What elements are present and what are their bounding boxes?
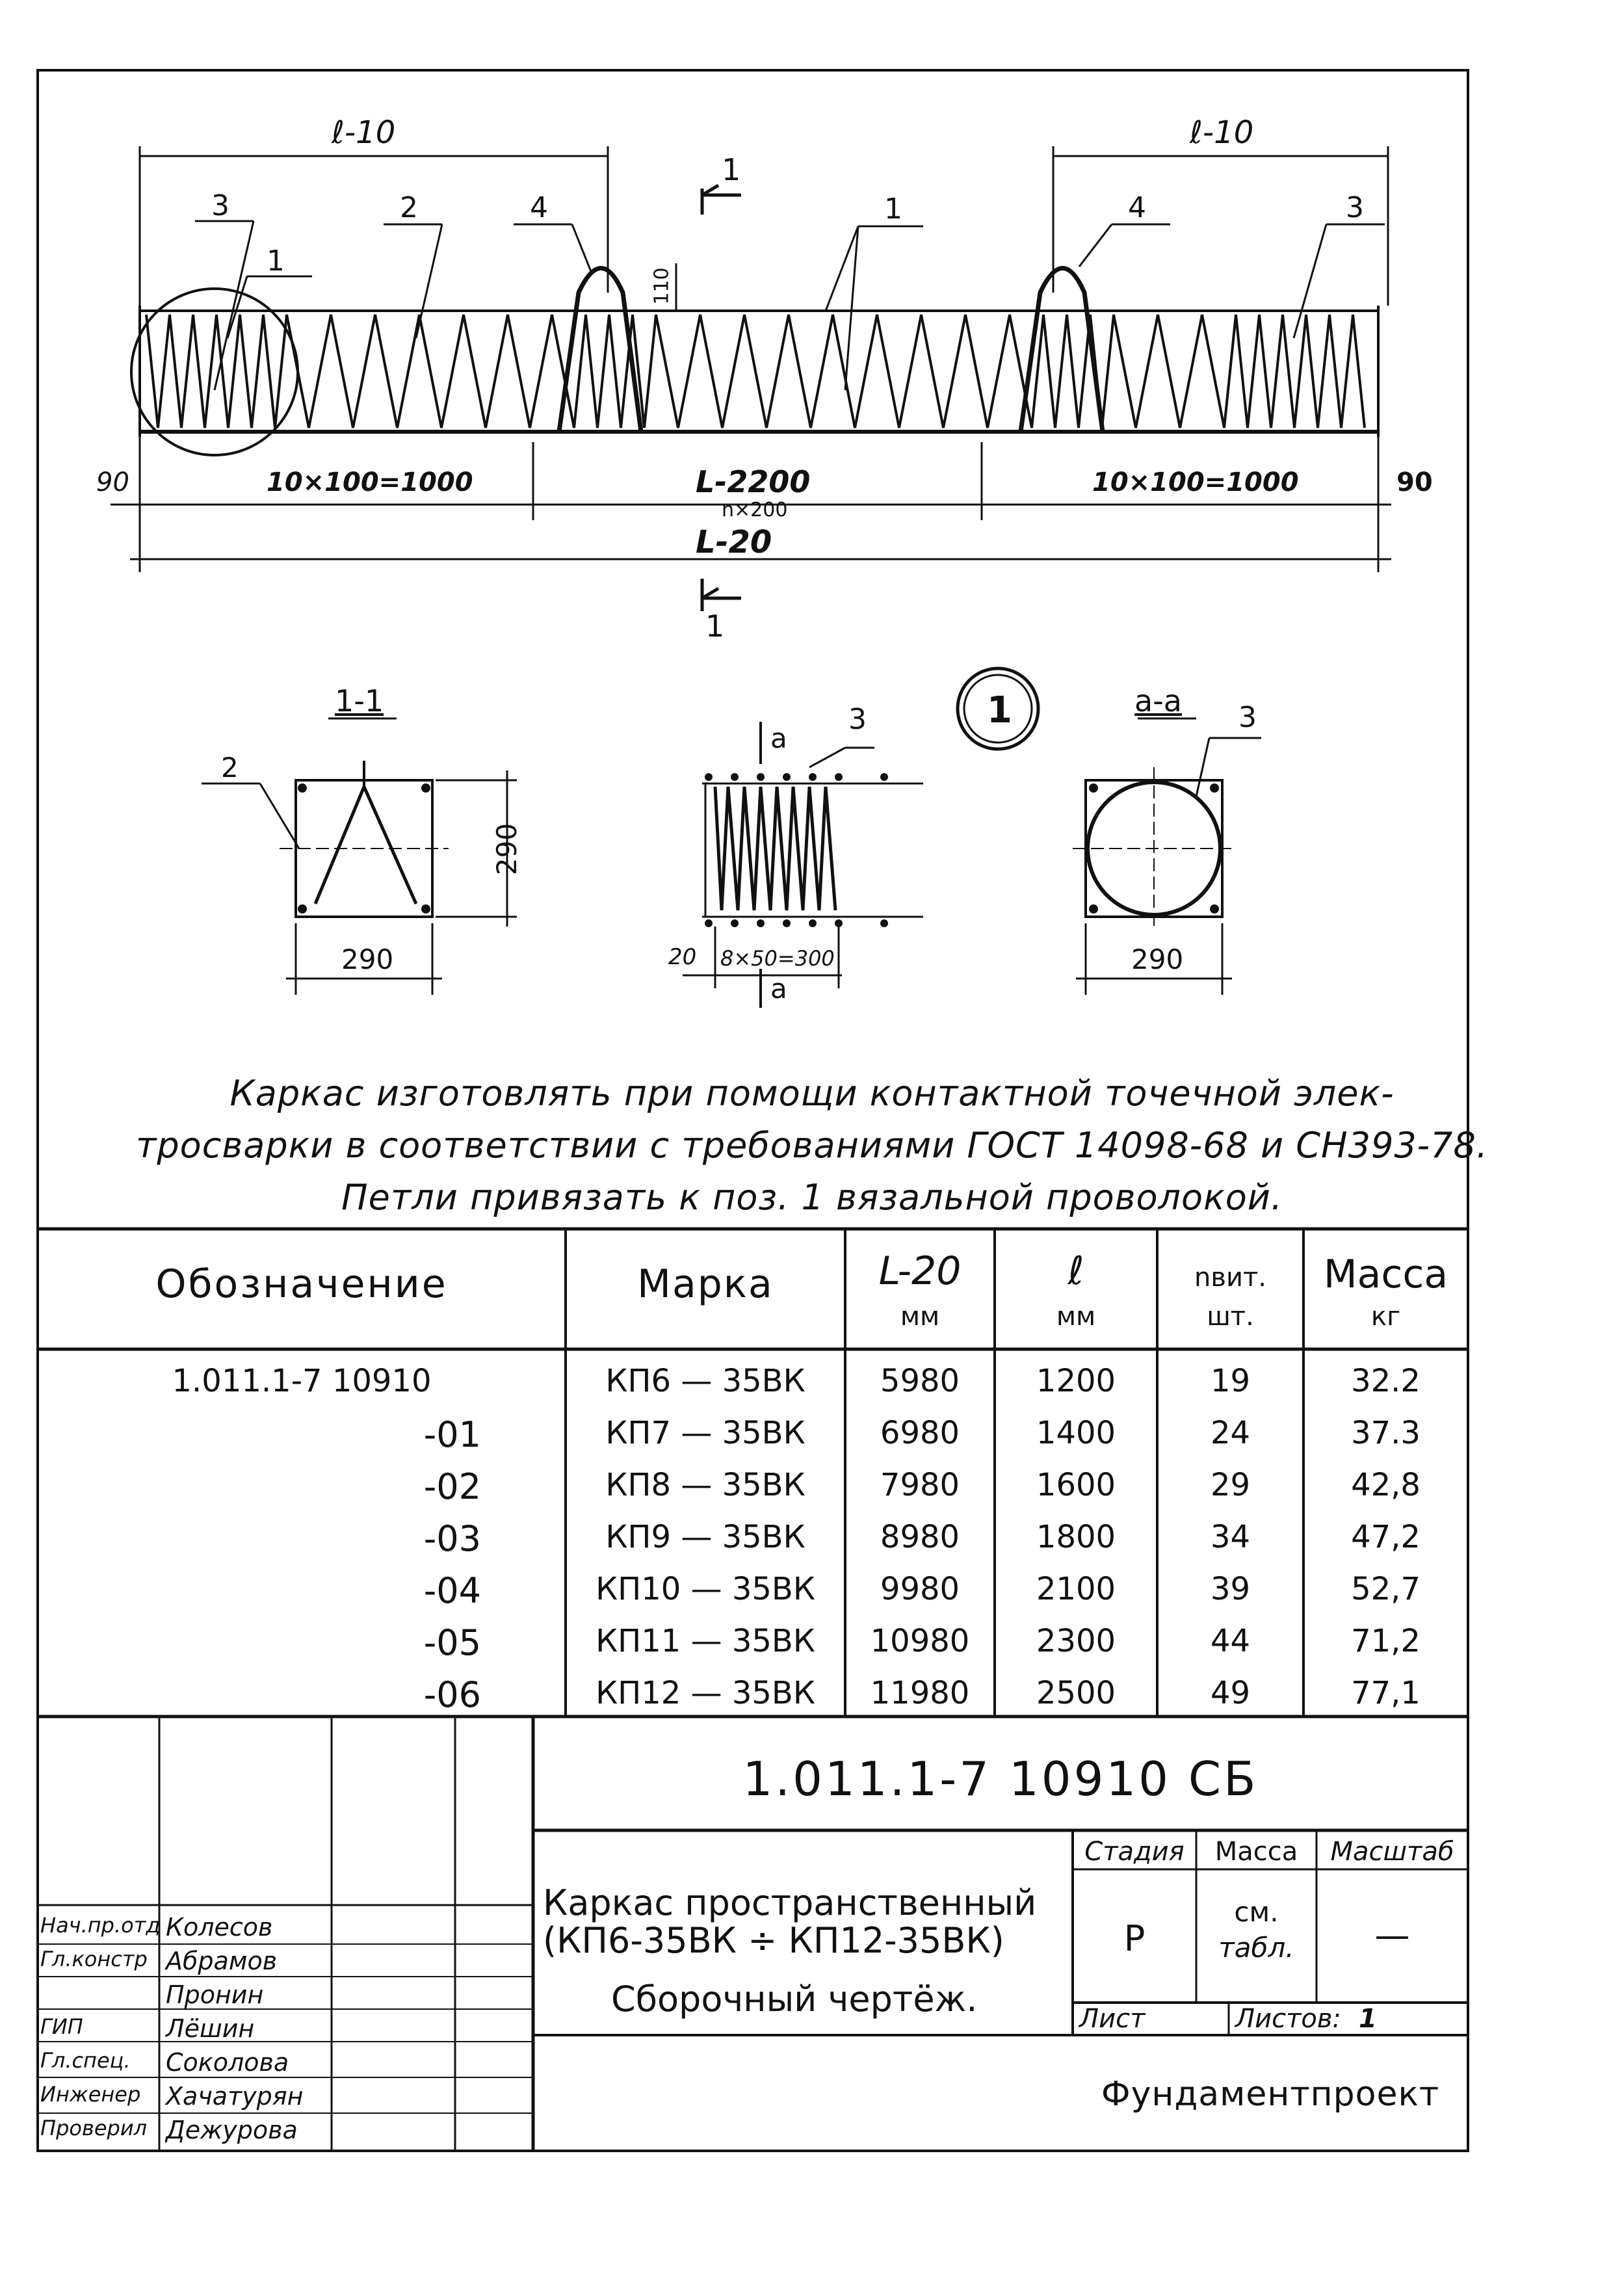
section-mark-bottom: 1 [705,609,725,644]
table-cell-ell: 2300 [1036,1623,1116,1659]
section-1-1-width: 290 [341,943,394,975]
header-ell-unit: мм [1056,1302,1096,1332]
table-cell-turns: 29 [1210,1467,1251,1503]
callout-3-left: 3 [211,189,229,222]
doc-code: 1.011.1-7 10910 СБ [742,1752,1259,1806]
table-cell-mark: КП9 — 35ВК [605,1519,805,1555]
view-aa-callout: 3 [1238,701,1257,734]
table-cell-designation: -04 [423,1570,481,1611]
callout-2: 2 [400,191,418,224]
signature-role: Проверил [40,2116,148,2140]
table-cell-mark: КП7 — 35ВК [605,1415,805,1451]
table-cell-designation: 1.011.1-7 10910 [172,1363,432,1399]
signature-role: Гл.констр [40,1947,148,1971]
table-cell-designation: -01 [423,1414,481,1455]
signature-name: Дежурова [166,2116,298,2144]
table-cell-length: 11980 [870,1675,970,1711]
table-cell-designation: -05 [423,1622,481,1663]
detail-label: 1 [987,689,1012,731]
note-line-3: Петли привязать к поз. 1 вязальной проволокой. [341,1177,1283,1218]
dim-110: 110 [650,267,674,305]
title-line-1: Каркас пространственный [543,1882,1037,1923]
table-cell-length: 5980 [880,1363,960,1399]
dim-l10-left: ℓ-10 [332,114,396,151]
signature-role: Гл.спец. [40,2048,131,2073]
signature-name: Абрамов [166,1947,278,1975]
table-cell-ell: 1400 [1036,1415,1116,1451]
section-1-1-title: 1-1 [335,683,384,718]
table-cell-length: 9980 [880,1571,960,1607]
stage-label: Стадия [1084,1837,1185,1867]
table-cell-designation: -06 [423,1674,481,1715]
table-cell-designation: -03 [423,1518,481,1559]
header-mass: Масса [1323,1252,1448,1297]
dim-middle-segment: L-2200 [696,464,811,499]
table-cell-length: 8980 [880,1519,960,1555]
sheets-label: Листов: [1235,2004,1341,2034]
title-line-2: (КП6-35ВК ÷ КП12-35ВК) [543,1920,1004,1961]
dim-right-segment: 10×100=1000 [1092,467,1299,497]
detail-dim-20: 20 [668,944,697,970]
table-cell-mass: 42,8 [1351,1467,1421,1503]
table-cell-ell: 1800 [1036,1519,1116,1555]
signature-role: Нач.пр.отд [40,1913,161,1938]
table-cell-mass: 52,7 [1351,1571,1421,1607]
table-cell-turns: 19 [1210,1363,1251,1399]
table-cell-ell: 1600 [1036,1467,1116,1503]
detail-mark-a-bottom: a [770,973,787,1005]
signature-name: Лёшин [166,2014,255,2043]
signature-role: ГИП [40,2014,83,2039]
callout-1-mid: 1 [267,244,285,278]
signature-name: Пронин [166,1981,264,2009]
mass-value-2: табл. [1218,1932,1294,1964]
table-cell-designation: -02 [423,1466,481,1507]
view-aa-title: a-a [1134,683,1182,718]
section-1-1-spiral [315,787,416,904]
scale-value: — [1374,1915,1410,1956]
table-cell-turns: 34 [1210,1519,1251,1555]
table-cell-mark: КП6 — 35ВК [605,1363,805,1399]
detail-callout: 3 [848,703,867,736]
dim-middle-sub: n×200 [722,499,788,521]
table-cell-turns: 24 [1210,1415,1251,1451]
header-length: L-20 [878,1248,962,1294]
sheets-value: 1 [1359,2004,1377,2034]
organization: Фундаментпроект [1101,2075,1440,2114]
section-mark-top: 1 [722,152,741,187]
title-line-3: Сборочный чертёж. [611,1979,978,2020]
table-cell-length: 7980 [880,1467,960,1503]
signature-role: Инженер [40,2082,141,2107]
dim-l10-right: ℓ-10 [1190,114,1254,151]
view-aa-width: 290 [1131,943,1184,975]
table-cell-mark: КП11 — 35ВК [596,1623,815,1659]
table-cell-mass: 32.2 [1351,1363,1421,1399]
table-cell-length: 10980 [870,1623,970,1659]
callout-4-left: 4 [530,191,548,224]
scale-label: Масштаб [1330,1837,1454,1867]
dim-90-right: 90 [1396,467,1433,497]
section-1-1-height: 290 [491,823,523,876]
table-cell-length: 6980 [880,1415,960,1451]
callout-4-right: 4 [1128,191,1146,224]
table-cell-turns: 44 [1210,1623,1251,1659]
table-cell-ell: 2500 [1036,1675,1116,1711]
header-turns: nвит. [1194,1263,1266,1293]
callout-3-right: 3 [1346,191,1364,224]
table-cell-mass: 77,1 [1351,1675,1421,1711]
note-line-2: тросварки в соответствии с требованиями ГОСТ 14098-68 и СН393-78. [135,1125,1489,1166]
header-mass-unit: кг [1370,1302,1401,1332]
dim-left-segment: 10×100=1000 [267,467,473,497]
header-length-unit: мм [900,1302,940,1332]
stage-value: Р [1123,1918,1146,1959]
spiral-winding [146,315,1365,428]
note-line-1: Каркас изготовлять при помощи контактной точечной элек- [229,1073,1395,1114]
mass-value-1: см. [1234,1896,1279,1928]
signature-name: Колесов [166,1913,273,1941]
table-cell-turns: 49 [1210,1675,1251,1711]
header-ell: ℓ [1067,1248,1084,1294]
table-cell-mark: КП10 — 35ВК [596,1571,815,1607]
table-cell-mark: КП12 — 35ВК [596,1675,815,1711]
table-cell-mark: КП8 — 35ВК [605,1467,805,1503]
detail-dim-spacing: 8×50=300 [720,946,835,971]
table-cell-mass: 47,2 [1351,1519,1421,1555]
table-cell-mass: 71,2 [1351,1623,1421,1659]
table-cell-ell: 1200 [1036,1363,1116,1399]
dim-90-left: 90 [96,467,129,497]
section-1-1-callout: 2 [221,752,239,783]
sheet-label: Лист [1079,2004,1146,2034]
header-turns-unit: шт. [1207,1302,1254,1332]
detail-mark-a-top: a [770,722,787,754]
dim-total: L-20 [696,524,772,560]
header-mark: Марка [637,1261,774,1307]
mass-label: Масса [1214,1837,1298,1867]
table-cell-ell: 2100 [1036,1571,1116,1607]
table-cell-turns: 39 [1210,1571,1251,1607]
signature-name: Хачатурян [166,2082,304,2111]
signature-name: Соколова [166,2048,289,2077]
table-cell-mass: 37.3 [1351,1415,1421,1451]
header-designation: Обозначение [155,1261,448,1307]
callout-1-top: 1 [884,192,902,226]
detail-spiral [715,787,835,910]
